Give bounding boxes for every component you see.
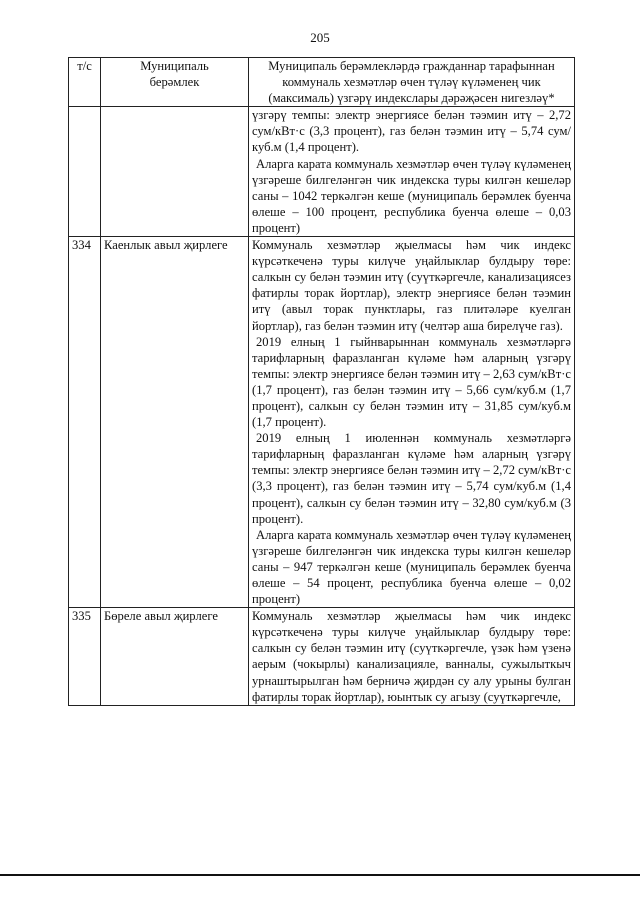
row-text xyxy=(249,237,575,608)
header-municipality: Муниципаль берәмлек xyxy=(101,58,249,107)
row-number xyxy=(69,107,101,237)
paragraph: Аларга карата коммуналь хезмәтләр өчен түләү күләменең үзгәреше билгеләнгән чик индекска туры килгән кешеләр саны – 947 теркәлгән кеше (муниципаль берәмлек буенча өлеше – 54 процент, республика буенча өлеше – 0,02 процент) xyxy=(252,527,571,607)
page-number: 205 xyxy=(310,30,330,45)
tariff-table xyxy=(68,57,575,706)
table-row xyxy=(69,107,575,237)
row-number: 335 xyxy=(69,608,101,706)
header-justification: Муниципаль берәмлекләрдә гражданнар тарафыннан коммуналь хезмәтләр өчен түләү күләменең чик (максималь) үзгәрү индекслары дәрәҗәсен нигезләү* xyxy=(249,58,575,107)
row-text xyxy=(249,107,575,237)
row-municipality: Бөреле авыл җирлеге xyxy=(101,608,249,706)
paragraph: Коммуналь хезмәтләр җыелмасы һәм чик индекс күрсәткеченә туры килүче уңайлыклар булдыру төре: салкын су белән тәэмин итү (суүткәргечле, канализациясез фатирлы торак йортлар), электр энергиясе белән тәэмин итү (авыл торак пунктлары, газ плитәләре куелган йортлар), газ белән тәэмин итү (челтәр аша бирелүче газ). xyxy=(252,238,571,333)
paragraph: Аларга карата коммуналь хезмәтләр өчен түләү күләменең үзгәреше билгеләнгән чик индекска туры килгән кешеләр саны – 1042 теркәлгән кеше (муниципаль берәмлек буенча өлеше – 100 процент, республика буенча өлеше – 0,03 процент) xyxy=(252,156,571,235)
row-municipality: Каенлык авыл җирлеге xyxy=(101,237,249,608)
table-header-row xyxy=(69,58,575,107)
row-municipality xyxy=(101,107,249,237)
paragraph: Коммуналь хезмәтләр җыелмасы һәм чик индекс күрсәткеченә туры килүче уңайлыклар булдыру төре: салкын су белән тәэмин итү (суүткәргечле, үзәк һәм үзенә аерым (чокырлы) канализацияле, ванналы, сужылыткыч урнаштырылган һәм берничә җирдән су алу урыны булган фатирлы торак йортлар), юынтык су агызу (суүткәргечле, xyxy=(252,609,571,704)
paragraph: үзгәрү темпы: электр энергиясе белән тәэмин итү – 2,72 сум/кВт·с (3,3 процент), газ белән тәэмин итү – 5,74 сум/куб.м (1,4 процент). xyxy=(252,108,571,155)
paragraph: 2019 елның 1 июленнән коммуналь хезмәтләргә тарифларның фаразланган күләме һәм аларның үзгәрү темпы: электр энергиясе белән тәэмин итү – 2,72 сум/кВт·с (3,3 процент), газ белән тәэмин итү – 5,74 сум/куб.м (1,4 процент), салкын су белән тәэмин итү – 32,80 сум/куб.м (3 процент). xyxy=(252,431,571,526)
page-bottom-edge xyxy=(0,874,640,876)
row-text xyxy=(249,608,575,706)
header-number: т/с xyxy=(69,58,101,107)
table-row xyxy=(69,608,575,706)
table-row xyxy=(69,237,575,608)
paragraph: 2019 елның 1 гыйнварыннан коммуналь хезмәтләргә тарифларның фаразланган күләме һәм аларның үзгәрү темпы: электр энергиясе белән тәэмин итү – 2,63 сум/кВт·с (1,7 процент), газ белән тәэмин итү – 5,66 сум/куб.м (1,7 процент), салкын су белән тәэмин итү – 31,85 сум/куб.м (1,7 процент). xyxy=(252,334,571,430)
row-number: 334 xyxy=(69,237,101,608)
